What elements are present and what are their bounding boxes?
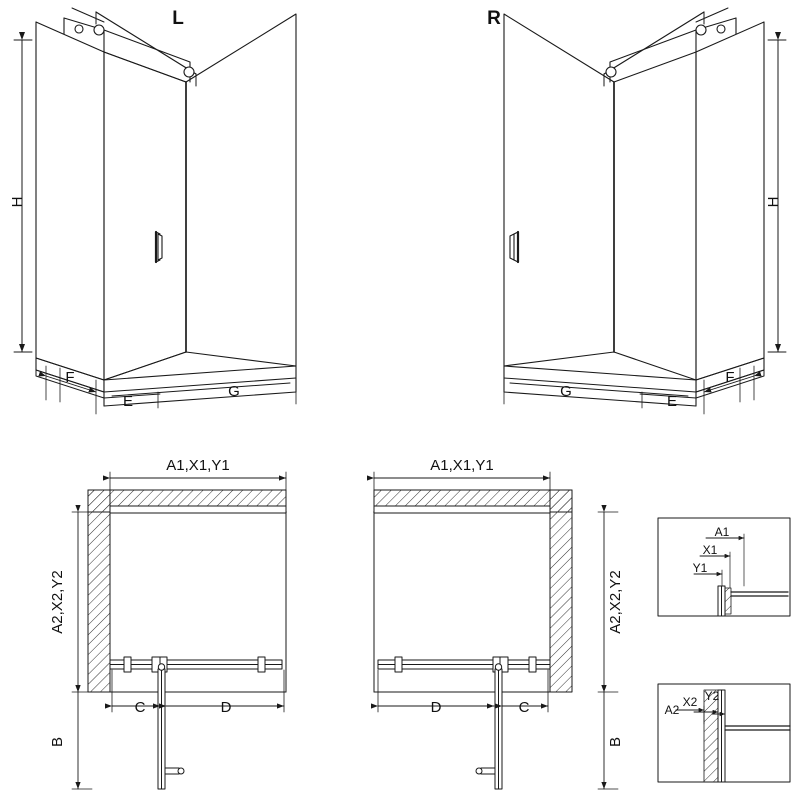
detail-top-y1-label: Y1 — [692, 561, 708, 575]
detail-bottom — [658, 684, 790, 782]
plan-view-right — [374, 472, 618, 789]
iso-right-title: R — [487, 8, 501, 29]
detail-top-a1-label: A1 — [714, 525, 730, 539]
plan-left-top-dim: A1,X1,Y1 — [166, 457, 230, 474]
plan-right-top-dim: A1,X1,Y1 — [430, 457, 494, 474]
iso-left-title: L — [172, 8, 184, 29]
plan-right-d-dim: D — [430, 699, 442, 716]
iso-right-g-label: G — [560, 383, 572, 400]
plan-left-c-dim: C — [134, 699, 146, 716]
iso-right-h-label: H — [765, 196, 782, 208]
plan-right-side-dim: A2,X2,Y2 — [607, 570, 624, 634]
plan-view-left — [72, 472, 286, 789]
iso-right-e-label: E — [666, 393, 678, 410]
plan-left-side-dim: A2,X2,Y2 — [49, 570, 66, 634]
iso-left-g-label: G — [228, 383, 240, 400]
iso-view-left — [14, 8, 296, 414]
plan-right-b-dim: B — [607, 736, 624, 748]
iso-right-f-label: F — [725, 369, 735, 386]
detail-top-x1-label: X1 — [702, 543, 718, 557]
iso-view-right — [504, 8, 786, 414]
detail-bottom-a2-label: A2 — [664, 703, 680, 717]
iso-left-e-label: E — [122, 393, 134, 410]
plan-left-d-dim: D — [220, 699, 232, 716]
plan-right-c-dim: C — [518, 699, 530, 716]
detail-bottom-y2-label: Y2 — [704, 689, 720, 703]
iso-left-h-label: H — [9, 196, 26, 208]
plan-left-b-dim: B — [49, 736, 66, 748]
iso-left-f-label: F — [65, 369, 75, 386]
detail-bottom-x2-label: X2 — [682, 695, 698, 709]
